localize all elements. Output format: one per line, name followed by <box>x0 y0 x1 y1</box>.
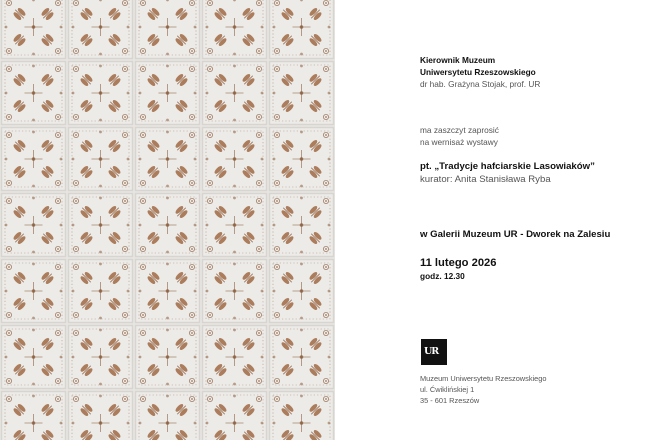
address-line-2: ul. Ćwiklińskiej 1 <box>420 385 475 394</box>
embroidery-tile <box>203 128 267 191</box>
logo-label: UR <box>424 346 439 357</box>
invite-line-2: na wernisaż wystawy <box>420 137 498 147</box>
address-line-3: 35 - 601 Rzeszów <box>420 396 480 405</box>
embroidery-tile <box>203 194 267 257</box>
embroidery-tile <box>203 0 267 59</box>
embroidery-tile <box>270 128 334 191</box>
embroidery-tile <box>136 0 200 59</box>
curator: kurator: Anita Stanisława Ryba <box>420 174 551 185</box>
embroidery-tile <box>270 194 334 257</box>
embroidery-tile <box>2 392 66 440</box>
embroidery-tile <box>136 128 200 191</box>
embroidery-tile <box>69 326 133 389</box>
host-title-2: Uniwersytetu Rzeszowskiego <box>420 67 536 77</box>
invite-line-1: ma zaszczyt zaprosić <box>420 125 499 135</box>
embroidery-tile <box>69 128 133 191</box>
venue: w Galerii Muzeum UR - Dworek na Zalesiu <box>420 229 611 240</box>
host-title-1: Kierownik Muzeum <box>420 55 496 65</box>
embroidery-tile <box>136 326 200 389</box>
embroidery-tile <box>2 128 66 191</box>
embroidery-tile <box>2 0 66 59</box>
embroidery-tile <box>270 326 334 389</box>
embroidery-tile <box>69 0 133 59</box>
embroidery-tile <box>136 392 200 440</box>
date: 11 lutego 2026 <box>420 257 497 269</box>
embroidery-tile <box>136 260 200 323</box>
embroidery-tile <box>136 62 200 125</box>
embroidery-tile <box>270 260 334 323</box>
exhibition-title: pt. „Tradycje hafciarskie Lasowiaków” <box>420 161 595 172</box>
embroidery-tile <box>270 0 334 59</box>
embroidery-tile <box>2 260 66 323</box>
embroidery-tile <box>203 260 267 323</box>
embroidery-tile <box>203 62 267 125</box>
embroidery-tile <box>203 326 267 389</box>
embroidery-tile <box>203 392 267 440</box>
embroidery-tile <box>2 326 66 389</box>
address-line-1: Muzeum Uniwersytetu Rzeszowskiego <box>420 374 547 383</box>
embroidery-tile <box>136 194 200 257</box>
embroidery-tile <box>69 194 133 257</box>
embroidery-tile <box>2 194 66 257</box>
time: godz. 12.30 <box>420 271 465 281</box>
embroidery-tile <box>69 260 133 323</box>
embroidery-tile <box>69 392 133 440</box>
embroidery-tile <box>69 62 133 125</box>
embroidery-tile <box>270 62 334 125</box>
embroidery-tile <box>270 392 334 440</box>
university-logo <box>421 339 447 365</box>
embroidery-tile <box>2 62 66 125</box>
host-name: dr hab. Grażyna Stojak, prof. UR <box>420 79 541 89</box>
